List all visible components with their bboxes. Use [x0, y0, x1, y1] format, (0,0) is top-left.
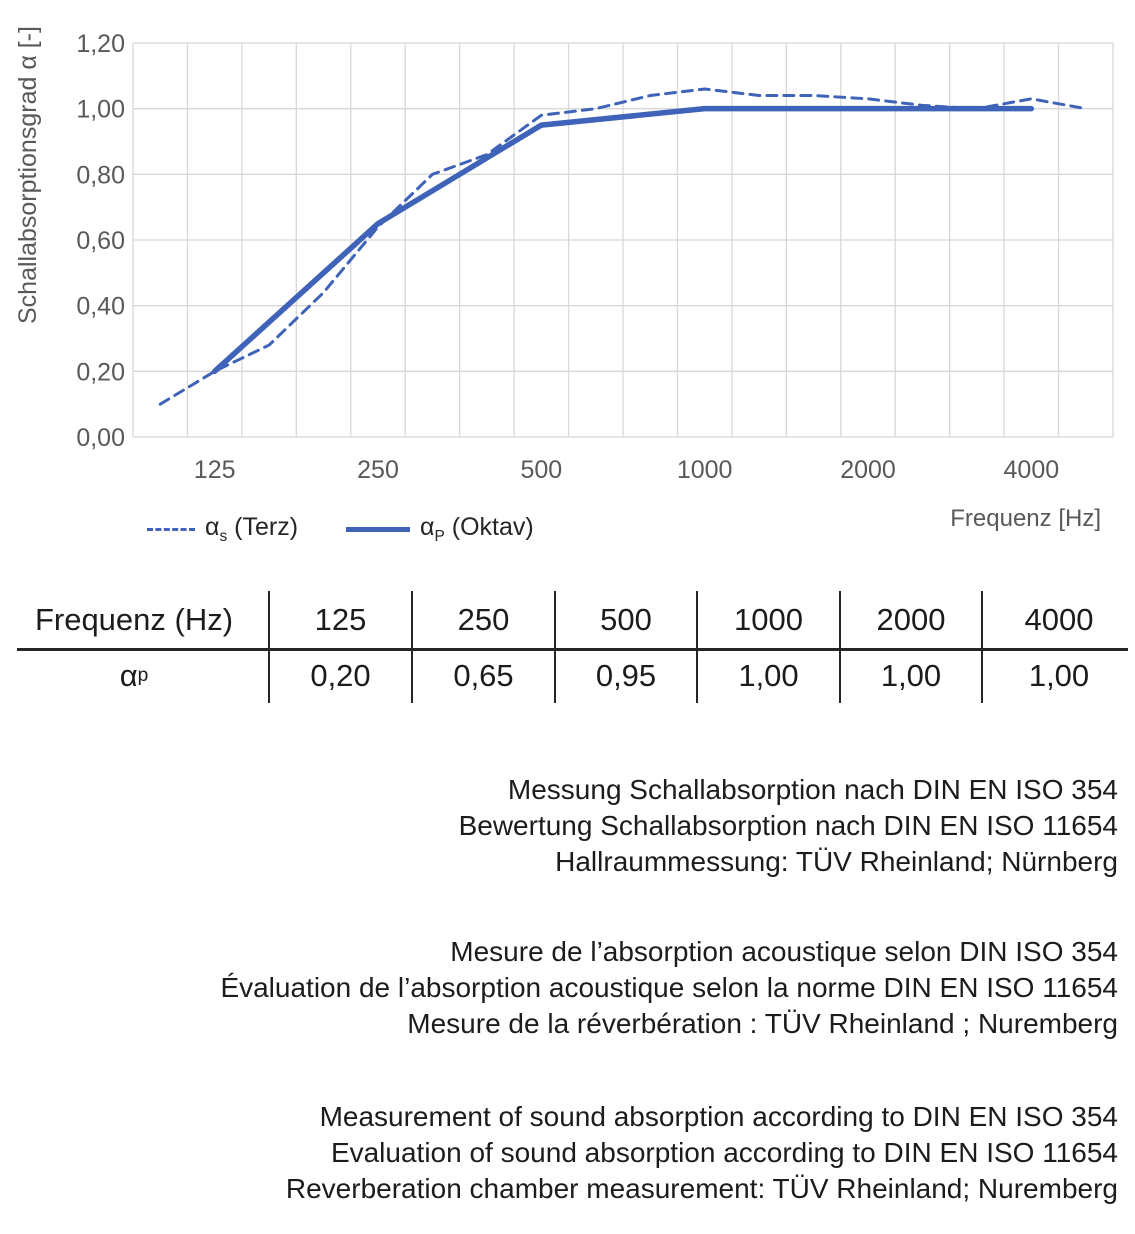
table-header-value: 125: [270, 591, 413, 648]
x-axis-title: Frequenz [Hz]: [950, 505, 1101, 532]
table-cell-alpha-p-value: 0,20: [270, 648, 413, 703]
legend-label-oktav: $\alpha_P$ (Oktav): [420, 513, 534, 545]
note-english: [286, 1099, 1118, 1207]
table-cell-alpha-p-value: 1,00: [1028, 657, 1090, 693]
y-tick-label: 0,20: [76, 358, 125, 387]
table-cell-alpha-p-value: 1,00: [698, 648, 841, 703]
table-header-value: 250: [413, 591, 556, 648]
table-header-value: 4000: [1024, 601, 1094, 637]
x-tick-label: 500: [520, 456, 563, 484]
absorption-table: [0, 591, 1135, 703]
x-tick-label: 2000: [840, 456, 896, 484]
table-cell-alpha-p-value: 1,00: [841, 648, 983, 703]
note-line: Reverberation chamber measurement: TÜV Rheinland; Nuremberg: [285, 1173, 1118, 1204]
note-line: Messung Schallabsorption nach DIN EN ISO 354: [507, 774, 1118, 805]
dashed-line-sample: [147, 528, 195, 531]
note-line: Mesure de l’absorption acoustique selon DIN ISO 354: [450, 936, 1118, 967]
y-tick-label: 0,80: [76, 161, 125, 190]
y-axis-title: Schallabsorptionsgrad α [-]: [14, 26, 42, 325]
table-row-label-alpha-p: α p: [0, 648, 270, 703]
x-tick-label: 4000: [1003, 456, 1060, 484]
note-line: Evaluation of sound absorption according to DIN EN ISO 11654: [330, 1137, 1118, 1168]
x-tick-label: 250: [357, 456, 399, 484]
note-line: Évaluation de l’absorption acoustique selon la norme DIN EN ISO 11654: [220, 972, 1118, 1003]
x-tick-label: 125: [193, 456, 236, 484]
legend-item-oktav: [346, 513, 534, 546]
y-tick-label: 1,20: [76, 30, 125, 58]
table-header-frequency: Frequenz (Hz): [0, 591, 270, 648]
chart-legend: [147, 513, 534, 546]
legend-item-terz: [147, 513, 298, 546]
absorption-chart: [0, 0, 1135, 570]
y-tick-label: 0,00: [76, 424, 125, 452]
y-tick-label: 0,40: [76, 292, 125, 321]
y-tick-label: 1,00: [76, 95, 125, 124]
table-cell-alpha-p-value: 0,95: [556, 648, 698, 703]
note-german: [459, 772, 1118, 880]
y-tick-label: 0,60: [76, 227, 125, 255]
note-line: Mesure de la réverbération : TÜV Rheinland ; Nuremberg: [407, 1008, 1118, 1039]
table-header-value: 1000: [698, 591, 841, 648]
table-cell-alpha-p-value: 0,65: [413, 648, 556, 703]
table-header-value: 2000: [841, 591, 983, 648]
note-french: [220, 934, 1118, 1042]
table-divider-line: [17, 648, 1128, 651]
note-line: Bewertung Schallabsorption nach DIN EN ISO 11654: [458, 810, 1118, 841]
x-tick-label: 1000: [676, 456, 733, 484]
table-header-value: 500: [556, 591, 698, 648]
legend-label-terz: $\alpha_s$ (Terz): [205, 513, 299, 545]
note-line: Measurement of sound absorption according to DIN EN ISO 354: [319, 1101, 1118, 1132]
note-line: Hallraummessung: TÜV Rheinland; Nürnberg: [555, 846, 1118, 877]
solid-line-sample: [346, 527, 410, 532]
